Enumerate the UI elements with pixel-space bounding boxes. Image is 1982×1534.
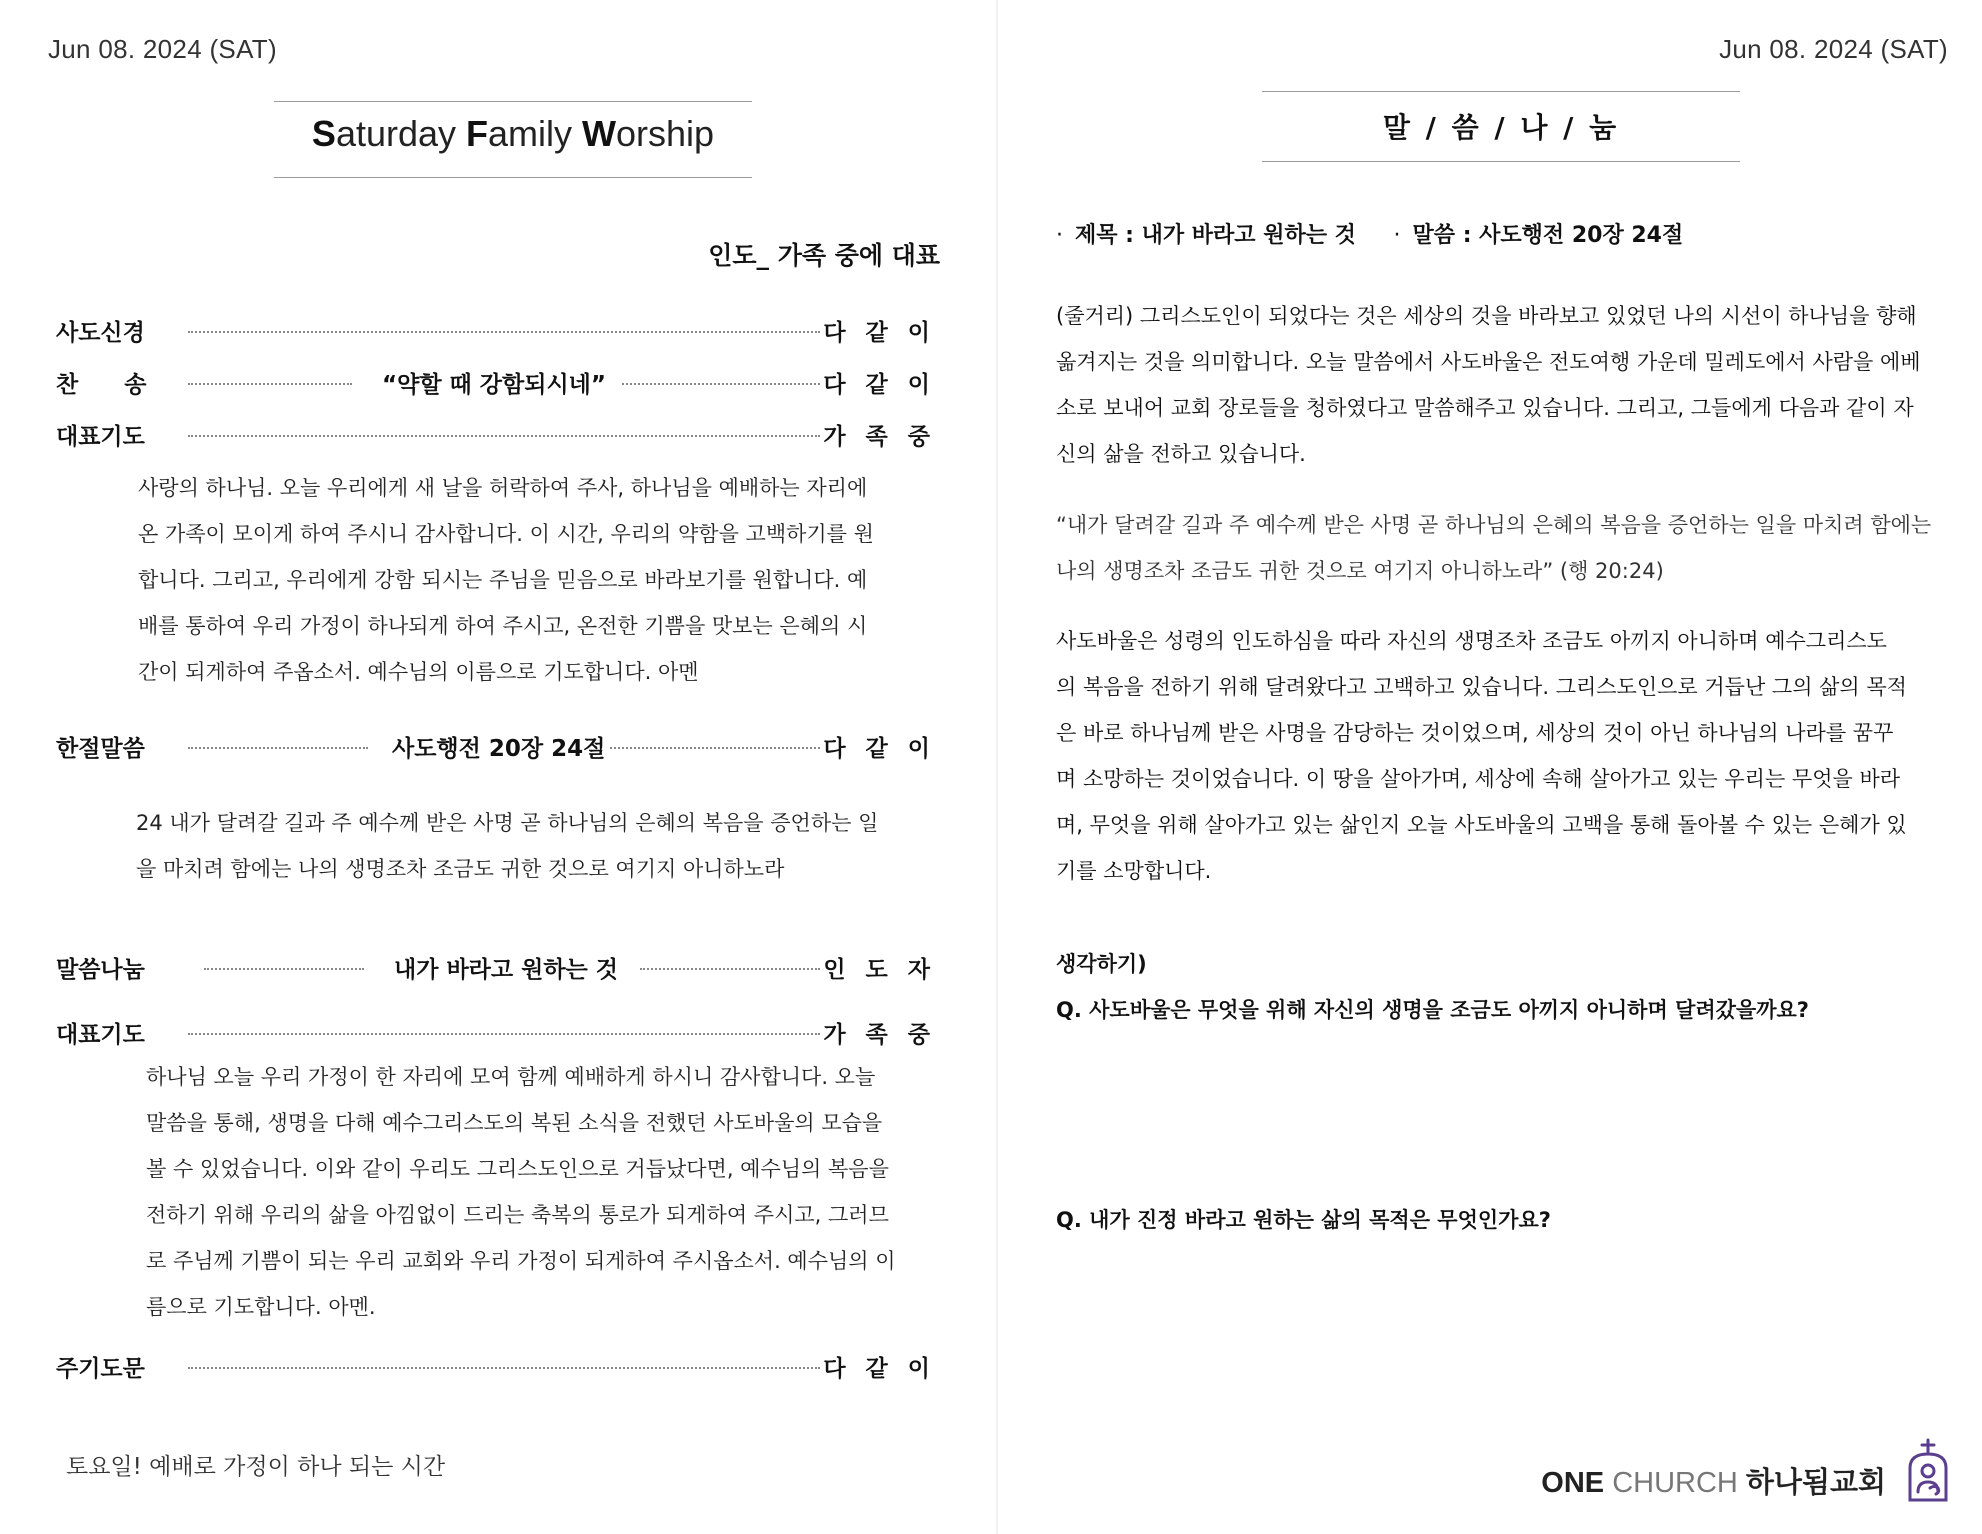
closing-prayer-text: 하나님 오늘 우리 가정이 한 자리에 모여 함께 예배하게 하시니 감사합니다. 오늘 말씀을 통해, 생명을 다해 예수그리스도의 복된 소식을 전했던 사도바울의 모습을 볼 수 있었습니다. 이와 같이 우리도 그리스도인으로 거듭났다면, 예수님의 복음을 전하기 위해 우리의 삶을 아낌없이 드리는 축복의 통로가 되게하여 주시고, 그러므 로 주님께 기쁨이 되는 우리 교회와 우리 가정이 되게하여 주시옵소서. 예수님의 이 름으로 기도합니다. 아멘. xyxy=(146,1065,896,1319)
dotted-leader xyxy=(204,968,364,970)
order-row-sharing xyxy=(56,951,936,985)
order-performer: 인 도 자 xyxy=(823,957,936,983)
order-performer: 다 같 이 xyxy=(823,1356,936,1382)
page-title: Saturday Family Worship xyxy=(311,113,715,154)
order-label: 말씀나눔 xyxy=(56,957,145,983)
dotted-leader xyxy=(188,747,368,749)
opening-prayer-text: 사랑의 하나님. 오늘 우리에게 새 날을 허락하여 주사, 하나님을 예배하는 자리에 온 가족이 모이게 하여 주시니 감사합니다. 이 시간, 우리의 약함을 고백하기를 원 합니다. 그리고, 우리에게 강함 되시는 주님을 믿음으로 바라보기를 원합니다. 예 배를 통하여 우리 가정이 하나되게 하여 주시고, 온전한 기쁨을 맛보는 은혜의 시 간이 되게하여 주옵소서. 예수님의 이름으로 기도합니다. 아멘 xyxy=(138,476,874,684)
title-rule-top xyxy=(274,101,752,102)
hymn-title: “약할 때 강함되시네” xyxy=(382,372,606,398)
dotted-leader xyxy=(188,331,820,333)
dotted-leader xyxy=(188,435,820,437)
church-cross-icon xyxy=(1904,1438,1952,1504)
order-performer: 다 같 이 xyxy=(823,736,936,762)
footer-slogan: 토요일! 예배로 가정이 하나 되는 시간 xyxy=(66,1454,446,1480)
order-performer: 다 같 이 xyxy=(823,372,936,398)
church-brand: ONE CHURCH 하나됨교회 xyxy=(1541,1467,1886,1499)
sermon-topic: 제목 : 내가 바라고 원하는 것 xyxy=(1075,223,1356,248)
order-performer: 가 족 중 xyxy=(823,1022,936,1048)
scripture-quote: “내가 달려갈 길과 주 예수께 받은 사명 곧 하나님의 은혜의 복음을 증언하는 일을 마치려 함에는 나의 생명조차 조금도 귀한 것으로 여기지 아니하노라” (행 20:24) xyxy=(1056,513,1932,583)
order-row-prayer xyxy=(56,418,936,452)
title-rule-bottom xyxy=(274,177,752,178)
sermon-topic: 내가 바라고 원하는 것 xyxy=(394,957,618,983)
date-label: Jun 08. 2024 (SAT) xyxy=(48,34,277,64)
order-row-closing-prayer xyxy=(56,1016,936,1050)
sermon-info xyxy=(1056,218,1713,249)
reflection-heading: 생각하기) xyxy=(1056,952,1147,976)
order-label: 찬 송 xyxy=(56,372,147,398)
order-label: 사도신경 xyxy=(56,320,145,346)
sermon-body: 사도바울은 성령의 인도하심을 따라 자신의 생명조차 조금도 아끼지 아니하며 예수그리스도 의 복음을 전하기 위해 달려왔다고 고백하고 있습니다. 그리스도인으로 거듭난 그의 삶의 목적 은 바로 하나님께 받은 사명을 감당하는 것이었으며, 세상의 것이 아닌 하나님의 나라를 꿈꾸 며 소망하는 것이었습니다. 이 땅을 살아가며, 세상에 속해 살아가고 있는 우리는 무엇을 바라 며, 무엇을 위해 살아가고 있는 삶인지 오늘 사도바울의 고백을 통해 돌아볼 수 있는 은혜가 있 기를 소망합니다. xyxy=(1056,629,1907,883)
order-label: 한절말씀 xyxy=(56,736,145,762)
sermon-sharing-page xyxy=(998,0,1982,1534)
order-label: 주기도문 xyxy=(56,1356,145,1382)
dotted-leader xyxy=(188,1033,820,1035)
bullet-dot: · xyxy=(1393,223,1401,248)
dotted-leader xyxy=(622,383,820,385)
order-performer: 가 족 중 xyxy=(823,424,936,450)
dotted-leader xyxy=(188,1367,820,1369)
order-row-lords-prayer xyxy=(56,1350,936,1384)
order-row-hymn xyxy=(56,366,936,400)
reflection-question-2: Q. 내가 진정 바라고 원하는 삶의 목적은 무엇인가요? xyxy=(1056,1208,1551,1232)
verse-text: 24 내가 달려갈 길과 주 예수께 받은 사명 곧 하나님의 은혜의 복음을 증언하는 일 을 마치려 함에는 나의 생명조차 조금도 귀한 것으로 여기지 아니하노라 xyxy=(136,811,879,881)
sermon-summary: (줄거리) 그리스도인이 되었다는 것은 세상의 것을 바라보고 있었던 나의 시선이 하나님을 향해 옮겨지는 것을 의미합니다. 오늘 말씀에서 사도바울은 전도여행 가운데 밀레도에서 사람을 에베 소로 보내어 교회 장로들을 청하였다고 말씀해주고 있습니다. 그리고, 그들에게 다음과 같이 자 신의 삶을 전하고 있습니다. xyxy=(1056,304,1921,466)
page-title: 말 / 씀 / 나 / 눔 xyxy=(1382,111,1620,144)
order-label: 대표기도 xyxy=(56,424,145,450)
date-label: Jun 08. 2024 (SAT) xyxy=(1719,34,1948,64)
reflection-question-1: Q. 사도바울은 무엇을 위해 자신의 생명을 조금도 아끼지 아니하며 달려갔을까요? xyxy=(1056,998,1809,1022)
title-rule-top xyxy=(1262,91,1740,92)
dotted-leader xyxy=(640,968,820,970)
leader-note: 인도_ 가족 중에 대표 xyxy=(708,241,940,270)
dotted-leader xyxy=(610,747,820,749)
title-rule-bottom xyxy=(1262,161,1740,162)
order-row-creed xyxy=(56,314,936,348)
order-performer: 다 같 이 xyxy=(823,320,936,346)
bullet-dot: · xyxy=(1056,223,1063,248)
order-label: 대표기도 xyxy=(56,1022,145,1048)
dotted-leader xyxy=(188,383,352,385)
scripture-reference: 말씀 : 사도행전 20장 24절 xyxy=(1412,223,1684,248)
order-row-verse xyxy=(56,730,936,764)
verse-reference: 사도행전 20장 24절 xyxy=(392,736,606,762)
